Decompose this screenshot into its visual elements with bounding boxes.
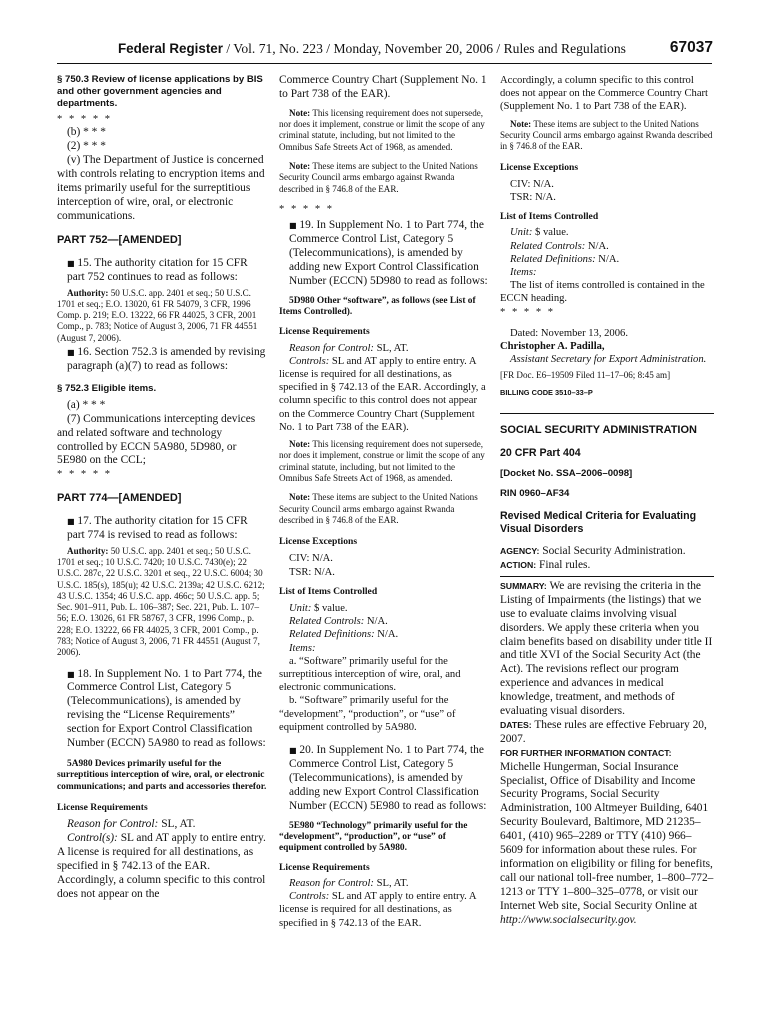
note-rwanda-2 (279, 492, 489, 526)
items-text: The list of items controlled is contained in the ECCN heading. (500, 280, 705, 305)
amendatory-instruction-19 (279, 219, 489, 289)
reason-for-control-value: SL, AT. (373, 877, 409, 889)
action-value: Final rules. (536, 558, 591, 571)
issue-citation: / Vol. 71, No. 223 / Monday, November 20, 2006 / Rules and Regulations (222, 41, 626, 56)
instruction-16-text: 16. Section 752.3 is amended by revising paragraph (a)(7) to read as follows: (67, 346, 266, 372)
eccn-5d980-heading: 5D980 Other “software”, as follows (see List of Items Controlled). (279, 295, 476, 318)
civ-value: CIV: N/A. (289, 553, 333, 565)
license-requirements-heading: License Requirements (279, 326, 370, 338)
note-licensing-1 (279, 108, 489, 153)
instruction-bullet-icon: ■ (67, 258, 75, 268)
amendatory-instruction-17 (57, 515, 267, 543)
paragraph-7: (7) Communications intercepting devices and related software and technology controlled by ECCN 5A980, 5D980, or 5E980 on the CCL; (57, 412, 256, 467)
related-controls-value: N/A. (585, 240, 609, 252)
agency-label: AGENCY: (500, 546, 540, 557)
omission-stars: * * * * * (57, 114, 113, 125)
omission-stars: * * * * * (279, 203, 335, 215)
signer-title: Assistant Secretary for Export Administration. (510, 354, 707, 366)
action-label: ACTION: (500, 559, 537, 570)
running-head-citation (118, 41, 626, 57)
continued-text: Commerce Country Chart (Supplement No. 1 to Part 738 of the EAR). (279, 74, 487, 100)
summary-label: SUMMARY: (500, 580, 547, 591)
instruction-19-text: 19. In Supplement No. 1 to Part 774, the Commerce Control List, Category 5 (Telecommunications), is amended by adding new Export Control Classification Number (ECCN) 5D980 to read as follows: (289, 219, 488, 287)
column-2 (279, 74, 489, 930)
related-controls-label: Related Controls: (289, 616, 365, 628)
item-a: a. “Software” primarily useful for the surreptitious interception of wire, oral, and electronic communications. (279, 655, 461, 694)
items-label: Items: (289, 642, 316, 654)
unit-value: $ value. (532, 227, 569, 239)
list-of-items-heading: List of Items Controlled (279, 585, 378, 597)
instruction-bullet-icon: ■ (289, 745, 297, 755)
instruction-17-text: 17. The authority citation for 15 CFR part 774 is revised to read as follows: (67, 514, 248, 541)
fr-doc-line: [FR Doc. E6–19509 Filed 11–17–06; 8:45 am] (500, 370, 671, 381)
summary-text: We are revising the criteria in the Listing of Impairments (the listings) that we use to evaluate claims involving visual disorders. We apply these criteria when you claim benefits based on disability under title II and title XVI of the Social Security Act (the Act). The revisions reflect our program experience and advances in medical knowledge, treatment, and methods of evaluating visual disorders. (500, 579, 713, 718)
instruction-bullet-icon: ■ (289, 221, 297, 231)
paragraph-v: (v) The Department of Justice is concerned with controls relating to encryption items and items primarily useful for the surreptitious interception of wire, oral, or electronic communications. (57, 154, 265, 222)
running-head (58, 39, 713, 61)
eccn-5e980-heading: 5E980 “Technology” primarily useful for the “development”, “production”, or “use” of equipment controlled by 5A980. (279, 820, 468, 854)
note-text: These items are subject to the United Nations Security Council arms embargo against Rwanda described in § 746.8 of the EAR. (279, 492, 478, 525)
document-title: Revised Medical Criteria for Evaluating Visual Disorders (500, 509, 697, 535)
rin-number: RIN 0960–AF34 (500, 488, 570, 500)
related-controls-label: Related Controls: (510, 240, 586, 252)
unit-label: Unit: (289, 602, 312, 614)
eccn-5a980-heading: 5A980 Devices primarily useful for the surreptitious interception of wire, oral, or electronic communications; and parts and accessories therefor. (57, 759, 267, 792)
controls-text: SL and AT apply to entire entry. A license is required for all destinations, as specified in § 742.13 of the EAR. Accordingly, a column specific to this control does not appear on the (57, 832, 266, 900)
related-definitions-value: N/A. (374, 629, 399, 641)
instruction-20-text: 20. In Supplement No. 1 to Part 774, the Commerce Control List, Category 5 (Telecommunications), is amended by adding new Export Control Classification Number (ECCN) 5E980 to read as follows: (289, 743, 487, 812)
tsr-value: TSR: N/A. (510, 191, 556, 203)
instruction-15-text: 15. The authority citation for 15 CFR part 752 continues to read as follows: (67, 256, 248, 283)
section-divider (500, 413, 714, 414)
instruction-bullet-icon: ■ (67, 516, 75, 526)
omission-stars: * * * * * (500, 306, 556, 318)
note-text: These items are subject to the United Nations Security Council arms embargo against Rwanda described in § 746.8 of the EAR. (279, 161, 478, 194)
note-label: Note: (289, 492, 311, 503)
item-b: b. “Software” primarily useful for the “development”, “production”, or “use” of equipment controlled by 5A980. (279, 695, 456, 733)
note-text: These items are subject to the United Nations Security Council arms embargo against Rwanda described in § 746.8 of the EAR. (500, 118, 713, 152)
journal-title: Federal Register (118, 41, 223, 56)
cfr-part: 20 CFR Part 404 (500, 447, 581, 460)
amendatory-instruction-15 (57, 257, 267, 285)
license-requirements-heading: License Requirements (279, 861, 370, 873)
amendatory-instruction-18 (57, 668, 267, 751)
note-label: Note: (289, 439, 311, 450)
reason-for-control-label: Reason for Control: (289, 342, 374, 354)
contact-label: FOR FURTHER INFORMATION CONTACT: (500, 747, 672, 758)
billing-code: BILLING CODE 3510–33–P (500, 387, 593, 397)
contact-text: Michelle Hungerman, Social Insurance Specialist, Office of Disability and Income Security Programs, Social Security Administration, 100 Altmeyer Building, 6401 Security Boulevard, Baltimore, MD 21235–6401, (410) 965–2289 or TTY (410) 966–5609 for information about these rules. For information on eligibility or filing for benefits, call our national toll-free number, 1–800–772–1213 or TTY 1–800–325–0778, or visit our Internet Web site, Social Security Online at (500, 760, 714, 912)
section-750-3-heading: § 750.3 Review of license applications by BIS and other government agencies and departments. (57, 74, 263, 109)
unit-value: $ value. (311, 602, 348, 614)
authority-text: 50 U.S.C. app. 2401 et seq.; 50 U.S.C. 1701 et seq.; E.O. 13020, 61 FR 54079, 3 CFR, 1996 Comp. p. 219; E.O. 13222, 66 FR 44025, 3 CFR, 2001 Comp., p. 783; Notice of August 3, 2006, 71 FR 44551 (August 7, 2006). (57, 287, 258, 343)
controls-label: Control(s): (67, 832, 118, 845)
authority-label: Authority: (67, 545, 109, 556)
note-text: This licensing requirement does not supersede, nor does it implement, construe or limit the scope of any criminal statute, including, but not limited to the Omnibus Safe Streets Act of 1968, as amended. (279, 107, 485, 152)
continued-text: Accordingly, a column specific to this control does not appear on the Commerce Country Chart (Supplement No. 1 to Part 738 of the EAR). (500, 75, 708, 113)
instruction-18-text: 18. In Supplement No. 1 to Part 774, the Commerce Control List, Category 5 (Telecommunications), is amended by revising the “License Requirements” section for Export Control Classification Number (ECCN) 5A980 to read as follows: (67, 667, 266, 750)
page-number: 67037 (669, 39, 713, 56)
related-definitions-value: N/A. (595, 253, 620, 265)
controls-text: SL and AT apply to entire entry. A license is required for all destinations, as specified in § 742.13 of the EAR. Accordingly, a column specific to this control does not appear on the Commerce Country Chart (Supplement No. 1 to Part 738 of the EAR). (279, 355, 486, 433)
section-752-3-heading: § 752.3 Eligible items. (57, 382, 157, 394)
related-controls-value: N/A. (364, 616, 388, 628)
dated-line: Dated: November 13, 2006. (510, 327, 628, 339)
note-label: Note: (289, 161, 311, 171)
instruction-bullet-icon: ■ (67, 348, 75, 358)
license-exceptions-heading: License Exceptions (279, 536, 358, 548)
instruction-bullet-icon: ■ (67, 669, 75, 679)
note-text: This licensing requirement does not supersede, nor does it implement, construe or limit the scope of any criminal statute, including, but not limited to the Omnibus Safe Streets Act of 1968, as amended. (279, 439, 485, 483)
summary-divider (500, 576, 714, 577)
related-definitions-label: Related Definitions: (510, 253, 596, 265)
reason-for-control-label: Reason for Control: (67, 818, 159, 831)
authority-label: Authority: (67, 287, 109, 298)
controls-label: Controls: (289, 891, 330, 903)
part-752-heading: PART 752—[AMENDED] (57, 233, 182, 246)
signer-name: Christopher A. Padilla, (500, 340, 605, 352)
items-label: Items: (510, 266, 537, 278)
related-definitions-label: Related Definitions: (289, 629, 375, 641)
paragraph-2: (2) * * * (67, 140, 106, 153)
paragraph-b: (b) * * * (67, 126, 106, 139)
unit-label: Unit: (510, 227, 533, 239)
paragraph-a: (a) * * * (67, 398, 106, 411)
part-774-heading: PART 774—[AMENDED] (57, 491, 182, 504)
note-label: Note: (289, 107, 311, 118)
agency-heading: SOCIAL SECURITY ADMINISTRATION (500, 423, 697, 436)
reason-for-control-value: SL, AT. (373, 342, 409, 354)
tsr-value: TSR: N/A. (289, 566, 335, 578)
reason-for-control-label: Reason for Control: (289, 877, 374, 889)
authority-774 (57, 546, 267, 659)
authority-text: 50 U.S.C. app. 2401 et seq.; 50 U.S.C. 1701 et seq.; 10 U.S.C. 7420; 10 U.S.C. 7430(e); 22 U.S.C. 287c, 22 U.S.C. 3201 et seq., 22 U.S.C. 6004; 30 U.S.C. 185(s), 185(u); 42 U.S.C. 2139a; 42 U.S.C. 6212; 43 U.S.C. 1354; 46 U.S.C. app. 466c; 50 U.S.C. app. 5; Sec. 901–911, Pub. L. 106–387; Sec. 221, Pub. L. 107–56; E.O. 13026, 61 FR 58767, 3 CFR, 1996 Comp., p. 228; E.O. 13222, 66 FR 44025, 3 CFR, 2001 Comp., p. 783; Notice of August 3, 2006, 71 FR 44551 (August 7, 2006). (57, 545, 265, 658)
civ-value: CIV: N/A. (510, 178, 554, 190)
agency-value: Social Security Administration. (539, 545, 686, 558)
header-rule (57, 63, 712, 64)
license-exceptions-heading: License Exceptions (500, 161, 579, 173)
omission-stars: * * * * * (57, 469, 113, 481)
controls-text: SL and AT apply to entire entry. A license is required for all destinations, as specified in § 742.13 of the EAR. (279, 891, 476, 929)
column-1 (57, 74, 267, 902)
note-rwanda-3 (500, 119, 714, 153)
dates-text: These rules are effective February 20, 2007. (500, 718, 707, 745)
authority-752 (57, 288, 267, 344)
list-of-items-heading: List of Items Controlled (500, 211, 599, 223)
note-rwanda-1 (279, 161, 489, 195)
note-label: Note: (510, 118, 532, 129)
controls-label: Controls: (289, 355, 330, 367)
ssa-website-link[interactable]: http://www.socialsecurity.gov. (500, 913, 637, 926)
column-3 (500, 74, 714, 928)
reason-for-control-value: SL, AT. (158, 818, 196, 831)
dates-label: DATES: (500, 719, 532, 730)
license-requirements-heading: License Requirements (57, 802, 148, 814)
amendatory-instruction-20 (279, 744, 489, 814)
note-licensing-2 (279, 439, 489, 484)
amendatory-instruction-16 (57, 346, 267, 374)
docket-number: [Docket No. SSA–2006–0098] (500, 468, 633, 480)
